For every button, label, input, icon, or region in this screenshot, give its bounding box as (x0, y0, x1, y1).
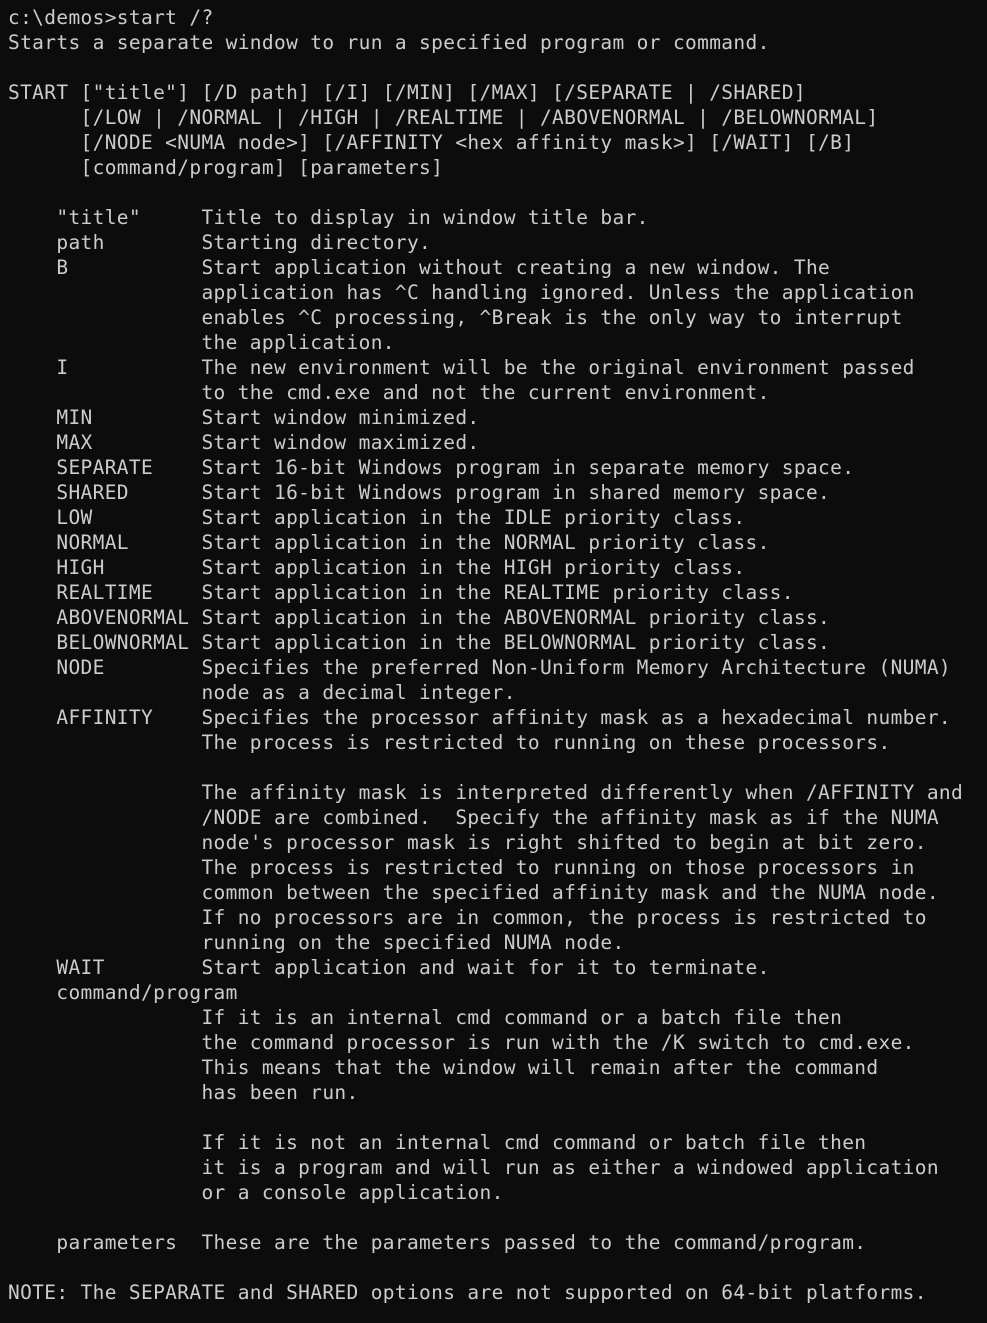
terminal-line: [command/program] [parameters] (8, 156, 444, 179)
terminal-line: has been run. (8, 1081, 359, 1104)
terminal-line: c:\demos>start /? (8, 6, 214, 29)
terminal-line: If no processors are in common, the process is restricted to (8, 906, 927, 929)
terminal-line: SEPARATE Start 16-bit Windows program in separate memory space. (8, 456, 855, 479)
terminal-line: to the cmd.exe and not the current environment. (8, 381, 770, 404)
terminal-line: ABOVENORMAL Start application in the ABOVENORMAL priority class. (8, 606, 831, 629)
terminal-line: it is a program and will run as either a windowed application (8, 1156, 939, 1179)
terminal-line (8, 755, 987, 780)
terminal-line: command/program (8, 981, 238, 1004)
terminal-line: If it is not an internal cmd command or batch file then (8, 1131, 867, 1154)
terminal-line: node as a decimal integer. (8, 681, 516, 704)
terminal-line: NORMAL Start application in the NORMAL priority class. (8, 531, 770, 554)
terminal-line: LOW Start application in the IDLE priority class. (8, 506, 746, 529)
terminal-line: The affinity mask is interpreted differently when /AFFINITY and (8, 781, 964, 804)
terminal-line: HIGH Start application in the HIGH priority class. (8, 556, 746, 579)
terminal-line: running on the specified NUMA node. (8, 931, 625, 954)
terminal-line: The process is restricted to running on those processors in (8, 856, 915, 879)
terminal-line: the application. (8, 331, 395, 354)
terminal-line (8, 55, 987, 80)
terminal-line: node's processor mask is right shifted to begin at bit zero. (8, 831, 927, 854)
terminal-line: "title" Title to display in window title bar. (8, 206, 649, 229)
terminal-line: MAX Start window maximized. (8, 431, 480, 454)
terminal-line: [/LOW | /NORMAL | /HIGH | /REALTIME | /ABOVENORMAL | /BELOWNORMAL] (8, 106, 879, 129)
terminal-line: [/NODE <NUMA node>] [/AFFINITY <hex affinity mask>] [/WAIT] [/B] (8, 131, 855, 154)
terminal-line: application has ^C handling ignored. Unless the application (8, 281, 915, 304)
terminal-line: The process is restricted to running on these processors. (8, 731, 891, 754)
terminal-line: Starts a separate window to run a specified program or command. (8, 31, 770, 54)
terminal-line (8, 1255, 987, 1280)
terminal-line: If it is an internal cmd command or a batch file then (8, 1006, 843, 1029)
terminal-line: BELOWNORMAL Start application in the BELOWNORMAL priority class. (8, 631, 831, 654)
terminal-line: MIN Start window minimized. (8, 406, 480, 429)
terminal-line (8, 180, 987, 205)
terminal-line: path Starting directory. (8, 231, 432, 254)
terminal-line: parameters These are the parameters passed to the command/program. (8, 1231, 867, 1254)
terminal-line: WAIT Start application and wait for it to terminate. (8, 956, 770, 979)
terminal-line: This means that the window will remain after the command (8, 1056, 879, 1079)
terminal-line: or a console application. (8, 1181, 504, 1204)
terminal-line: enables ^C processing, ^Break is the only way to interrupt (8, 306, 903, 329)
terminal-line (8, 1205, 987, 1230)
terminal-line: /NODE are combined. Specify the affinity mask as if the NUMA (8, 806, 939, 829)
terminal-line: REALTIME Start application in the REALTIME priority class. (8, 581, 794, 604)
terminal-line: the command processor is run with the /K switch to cmd.exe. (8, 1031, 915, 1054)
terminal-line: NODE Specifies the preferred Non-Uniform Memory Architecture (NUMA) (8, 656, 952, 679)
terminal-line: SHARED Start 16-bit Windows program in shared memory space. (8, 481, 831, 504)
terminal-line: START ["title"] [/D path] [/I] [/MIN] [/MAX] [/SEPARATE | /SHARED] (8, 81, 806, 104)
terminal-line: NOTE: The SEPARATE and SHARED options are not supported on 64-bit platforms. (8, 1281, 927, 1304)
terminal-line: B Start application without creating a new window. The (8, 256, 831, 279)
terminal-line: I The new environment will be the original environment passed (8, 356, 915, 379)
terminal-line: AFFINITY Specifies the processor affinity mask as a hexadecimal number. (8, 706, 952, 729)
terminal-line (8, 1105, 987, 1130)
terminal-line: common between the specified affinity mask and the NUMA node. (8, 881, 939, 904)
